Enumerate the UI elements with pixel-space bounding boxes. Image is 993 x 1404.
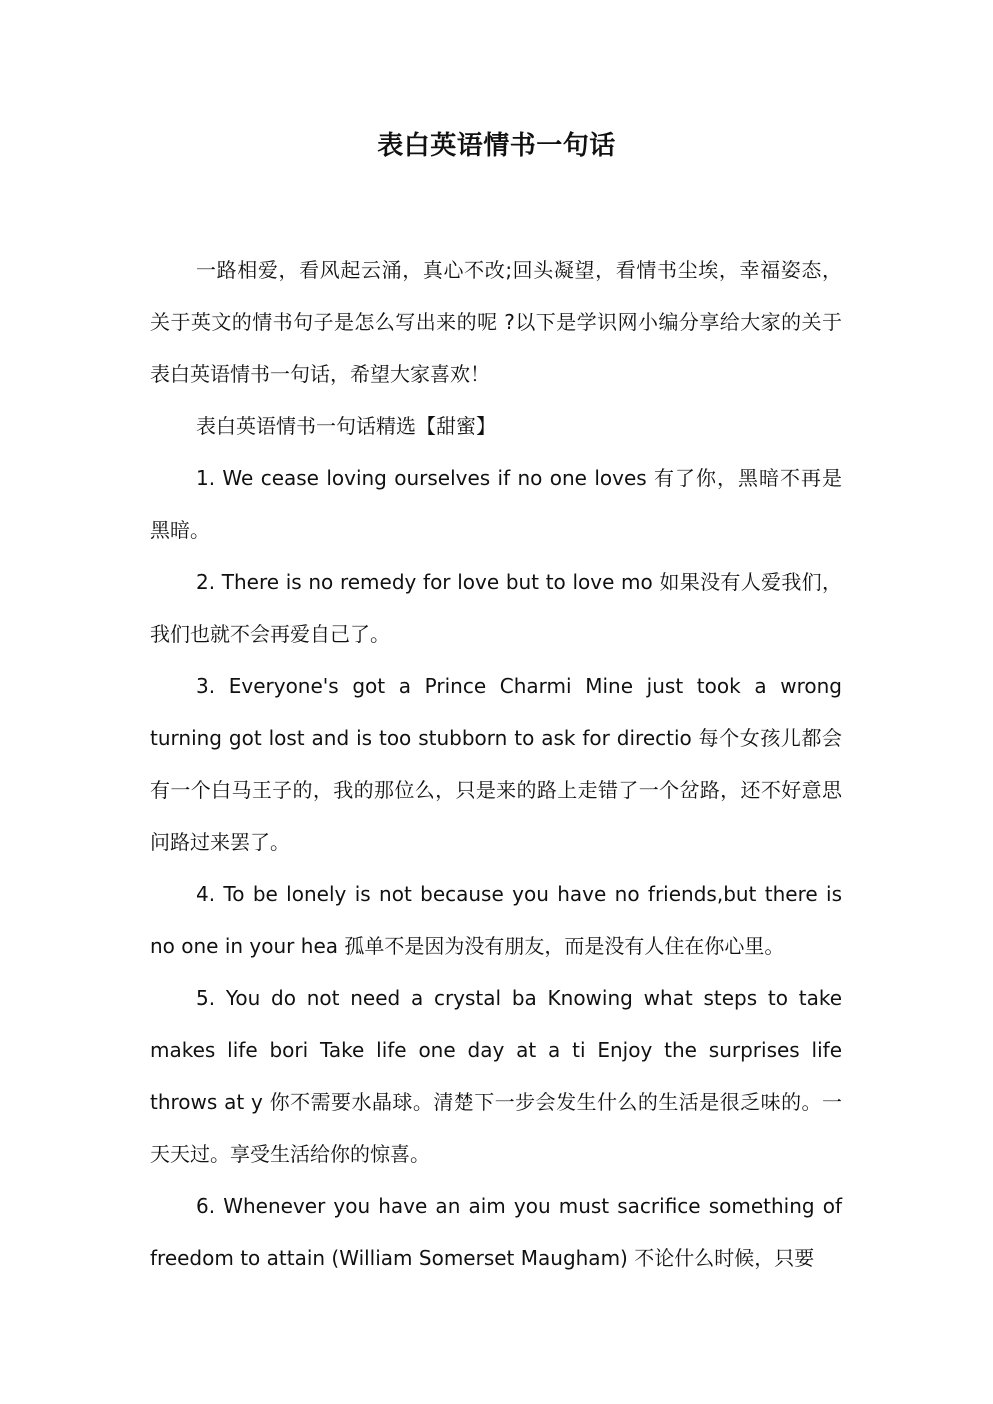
list-item: 1. We cease loving ourselves if no one loves 有了你，黑暗不再是黑暗。 bbox=[150, 466, 842, 542]
section-heading: 表白英语情书一句话精选【甜蜜】 bbox=[196, 414, 496, 438]
document-title: 表白英语情书一句话 bbox=[377, 131, 616, 161]
list-item: 2. There is no remedy for love but to love mo 如果没有人爱我们，我们也就不会再爱自己了。 bbox=[150, 570, 842, 646]
document-body bbox=[150, 244, 842, 1284]
list-item: 5. You do not need a crystal ba Knowing what steps to take makes life bori Take life one day at a ti Enjoy the surprises life throws at y 你不需要水晶球。清楚下一步会发生什么的生活是很乏味的。一天天过。享受生活给你的惊喜。 bbox=[150, 986, 842, 1166]
list-item: 6. Whenever you have an aim you must sacrifice something of freedom to attain (William Somerset Maugham) 不论什么时候，只要 bbox=[150, 1194, 842, 1270]
list-item: 4. To be lonely is not because you have no friends,but there is no one in your hea 孤单不是因为没有朋友，而是没有人住在你心里。 bbox=[150, 882, 842, 958]
list-item: 3. Everyone's got a Prince Charmi Mine just took a wrong turning got lost and is too stubborn to ask for directio 每个女孩儿都会有一个白马王子的，我的那位么，只是来的路上走错了一个岔路，还不好意思问路过来罢了。 bbox=[150, 674, 842, 854]
intro-paragraph: 一路相爱，看风起云涌，真心不改;回头凝望，看情书尘埃，幸福姿态，关于英文的情书句子是怎么写出来的呢 ?以下是学识网小编分享给大家的关于表白英语情书一句话，希望大家喜欢！ bbox=[150, 258, 842, 386]
